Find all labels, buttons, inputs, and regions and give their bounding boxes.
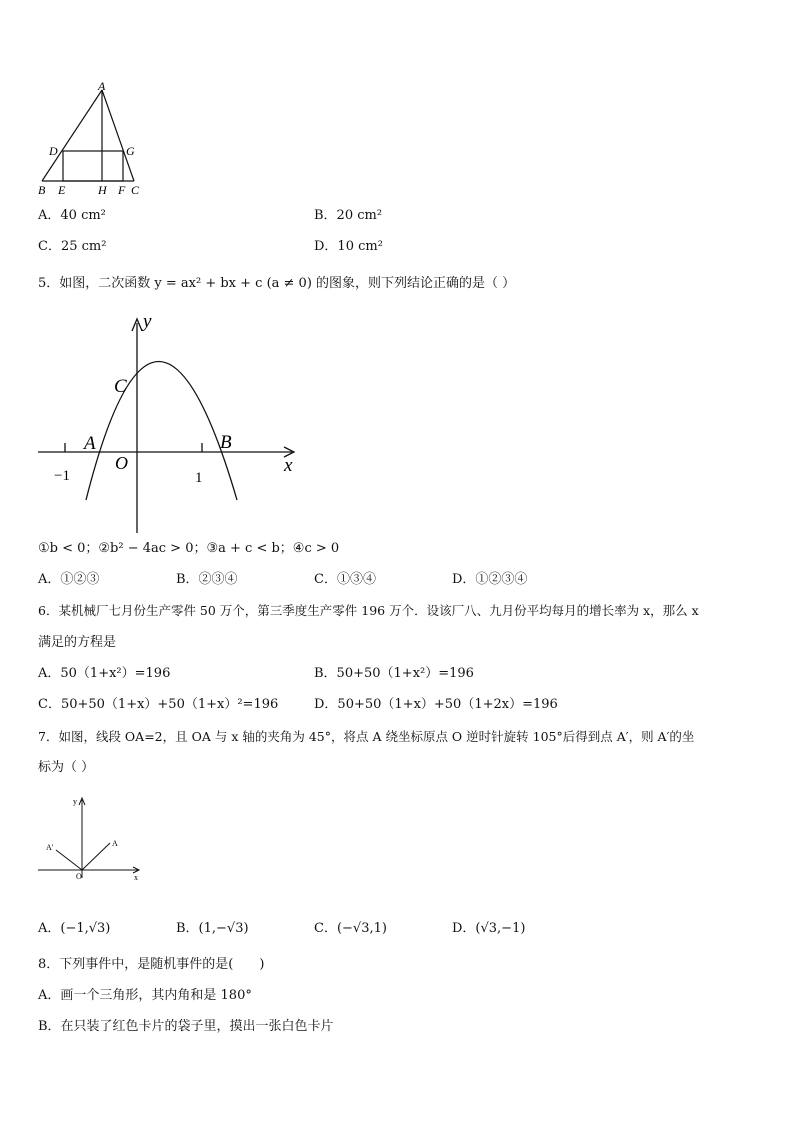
label-E: E bbox=[58, 183, 66, 197]
point-A-label-small: A bbox=[112, 839, 118, 848]
origin-label: O bbox=[115, 453, 128, 473]
axis-x-label: x bbox=[284, 455, 293, 476]
q8-stem: 8．下列事件中，是随机事件的是( ) bbox=[38, 957, 265, 972]
origin-label-small: O bbox=[76, 872, 82, 881]
q6-option-d: D．50+50（1+x）+50（1+2x）=196 bbox=[314, 697, 558, 712]
q4-option-d: D．10 cm² bbox=[314, 239, 383, 254]
q4-option-c: C．25 cm² bbox=[38, 239, 107, 254]
q6-option-c: C．50+50（1+x）+50（1+x）²=196 bbox=[38, 697, 279, 712]
q6-option-a: A．50（1+x²）=196 bbox=[38, 666, 171, 681]
point-A-prime-label: A′ bbox=[46, 843, 54, 852]
q7-stem-line2: 标为（ ） bbox=[38, 760, 95, 775]
q6-stem-line2: 满足的方程是 bbox=[38, 635, 117, 650]
label-H: H bbox=[98, 183, 107, 197]
tick-1-label: 1 bbox=[195, 470, 203, 486]
q7-stem-line1: 7．如图，线段 OA=2，且 OA 与 x 轴的夹角为 45°，将点 A 绕坐标原点 O 逆时针旋转 105°后得到点 A′，则 A′的坐 bbox=[38, 729, 695, 744]
label-G: G bbox=[126, 144, 135, 158]
q5-option-d: D．①②③④ bbox=[452, 572, 528, 587]
axis-x-label-small: x bbox=[134, 873, 138, 882]
label-D: D bbox=[49, 144, 58, 158]
axis-y-label-small: y bbox=[73, 797, 77, 806]
q7-option-a: A．(−1,√3) bbox=[38, 921, 111, 936]
q7-option-b: B．(1,−√3) bbox=[176, 921, 249, 936]
label-A: A bbox=[98, 79, 106, 93]
q4-option-b: B．20 cm² bbox=[314, 208, 383, 223]
q8-option-b: B．在只装了红色卡片的袋子里，摸出一张白色卡片 bbox=[38, 1019, 334, 1034]
point-A-label: A bbox=[84, 433, 96, 454]
label-C: C bbox=[131, 183, 140, 197]
parabola-graph bbox=[30, 305, 310, 540]
q7-option-d: D．(√3,−1) bbox=[452, 921, 526, 936]
q5-option-c: C．①③④ bbox=[314, 572, 376, 587]
q6-stem-line1: 6．某机械厂七月份生产零件 50 万个，第三季度生产零件 196 万个．设该厂八、九月份平均每月的增长率为 x，那么 x bbox=[38, 603, 699, 618]
q4-option-a: A．40 cm² bbox=[38, 208, 106, 223]
axis-y-label: y bbox=[143, 311, 152, 332]
q8-option-a: A．画一个三角形，其内角和是 180° bbox=[38, 988, 252, 1003]
tick-neg1-label: −1 bbox=[54, 468, 70, 484]
q5-conditions: ①b < 0；②b² − 4ac > 0；③a + c < b；④c > 0 bbox=[38, 541, 340, 556]
point-B-label: B bbox=[220, 432, 232, 453]
label-F: F bbox=[118, 183, 126, 197]
label-B: B bbox=[38, 183, 46, 197]
q6-option-b: B．50+50（1+x²）=196 bbox=[314, 666, 474, 681]
point-C-label: C bbox=[114, 376, 127, 397]
q5-option-a: A．①②③ bbox=[38, 572, 100, 587]
rotation-figure bbox=[36, 792, 148, 882]
q7-option-c: C．(−√3,1) bbox=[314, 921, 387, 936]
triangle-rectangle-figure bbox=[30, 78, 150, 198]
q5-option-b: B．②③④ bbox=[176, 572, 238, 587]
q5-stem: 5．如图，二次函数 y = ax² + bx + c (a ≠ 0) 的图象，则下列结论正确的是（ ） bbox=[38, 276, 516, 291]
